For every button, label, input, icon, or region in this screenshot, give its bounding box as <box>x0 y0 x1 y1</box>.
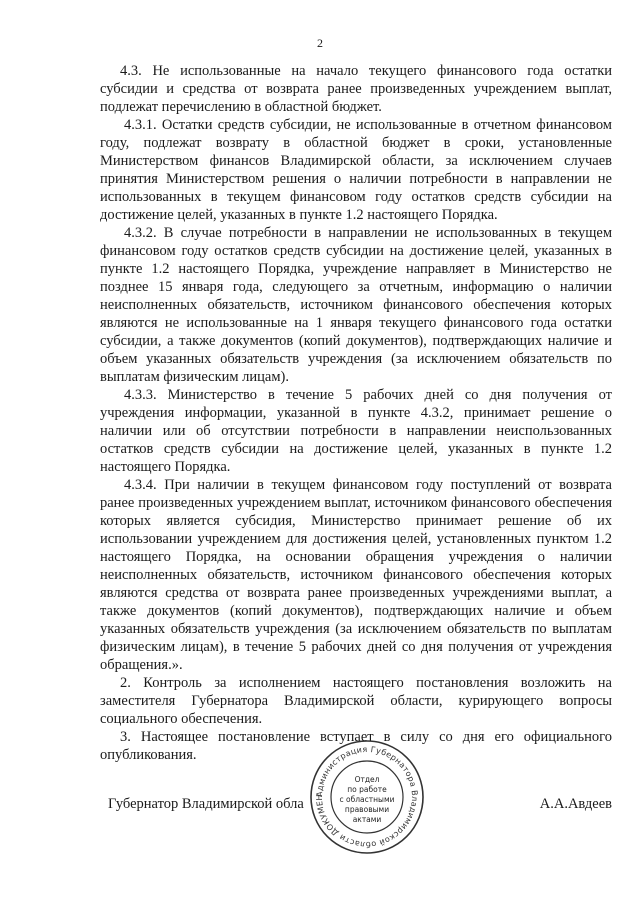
stamp-line-3: с областными <box>339 795 395 804</box>
stamp-line-4: правовыми <box>344 805 390 814</box>
paragraph-4-3: 4.3. Не использованные на начало текущего финансового года остатки субсидии и средства от возврата ранее произведенных учреждением выплат, подлежат перечислению в областной бюджет. <box>100 63 612 115</box>
paragraph-4-3-2: 4.3.2. В случае потребности в направлении не использованных в текущем финансовом году остатков средств субсидии на достижение целей, указанных в пункте 1.2 настоящего Порядка, учреждение направляет в Министерство не позднее 15 января года, следующего за отчетным, информацию о наличии неисполненных обязательств, источником финансового обеспечения которых являются не использованные на 1 января текущего финансового года остатки субсидии, а также документов (копий документов), подтверждающих наличие и объем указанных обязательств учреждения (за исключением обязательств по выплатам физическим лицам). <box>100 225 612 385</box>
paragraph-2-control: 2. Контроль за исполнением настоящего постановления возложить на заместителя Губернатора Владимирской области, курирующего вопросы социального обеспечения. <box>100 675 612 727</box>
stamp-line-2: по работе <box>347 785 387 794</box>
paragraph-4-3-3: 4.3.3. Министерство в течение 5 рабочих дней со дня получения от учреждения информации, указанной в пункте 4.3.2, принимает решение о наличии или об отсутствии потребности в направлении неиспользованных остатков средств субсидии на достижение целей, указанных в пункте 1.2 настоящего Порядка. <box>100 387 612 475</box>
signer-name: А.А.Авдеев <box>539 796 612 812</box>
stamp-line-1: Отдел <box>354 775 380 784</box>
stamp-seal-icon <box>308 738 426 856</box>
paragraph-4-3-1: 4.3.1. Остатки средств субсидии, не использованные в отчетном финансовом году, подлежат возврату в областной бюджет в сроки, установленные Министерством финансов Владимирской области, за исключением случаев принятия Министерством решения о наличии потребности в направлении не использованных в текущем финансовом году остатков средств субсидии на достижение целей, указанных в пункте 1.2 настоящего Порядка. <box>100 117 612 223</box>
document-body <box>100 62 612 764</box>
stamp-line-5: актами <box>352 815 382 824</box>
paragraph-3-effect: 3. Настоящее постановление вступает в силу со дня его официального опубликования. <box>100 729 612 763</box>
official-stamp <box>308 738 426 856</box>
svg-text:Администрация Губернатора Влад: Администрация Губернатора Владимирской области ДОКУМЕН <box>314 744 420 850</box>
paragraph-4-3-4: 4.3.4. При наличии в текущем финансовом году поступлений от возврата ранее произведенных учреждением выплат, источником финансового обеспечения которых является субсидия, Министерство принимает решение об их использовании учреждением для достижения целей, установленных пунктом 1.2 настоящего Порядка, на основании обращения учреждения о наличии неисполненных обязательств, источником финансового обеспечения которых являются средства от возврата ранее произведенных учреждениями выплат, а также документов (копий документов), подтверждающих наличие и объем указанных обязательств учреждения (за исключением обязательств по выплатам физическим лицам), в течение 5 рабочих дней со дня получения от учреждения обращения.». <box>100 477 612 673</box>
signer-title: Губернатор Владимирской обла <box>108 796 304 812</box>
page-number: 2 <box>317 36 323 50</box>
